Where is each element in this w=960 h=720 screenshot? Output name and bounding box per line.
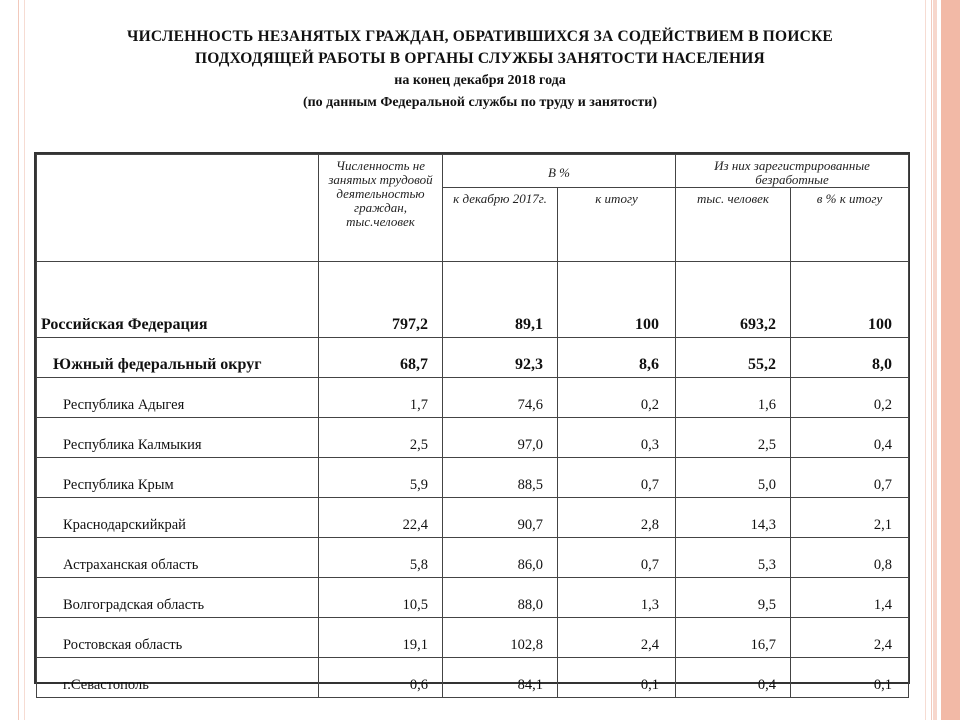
header-reg-thousand: тыс. человек [676,188,791,262]
reg-pct-value: 2,4 [791,618,909,658]
count-value: 5,8 [319,538,443,578]
reg-pct-value: 2,1 [791,498,909,538]
pct-total-value: 100 [558,262,676,338]
decorative-bar-thin [933,0,937,720]
reg-thousand-value: 1,6 [676,378,791,418]
pct-total-value: 8,6 [558,338,676,378]
table-row [37,538,909,578]
reg-pct-value: 0,7 [791,458,909,498]
region-name: Российская Федерация [37,262,319,338]
count-value: 797,2 [319,262,443,338]
table-row [37,458,909,498]
pct-dec2017-value: 90,7 [443,498,558,538]
title-line-4: (по данным Федеральной службы по труду и занятости) [302,95,658,110]
count-value: 1,7 [319,378,443,418]
pct-total-value: 2,8 [558,498,676,538]
pct-dec2017-value: 74,6 [443,378,558,418]
table-row [37,378,909,418]
count-value: 19,1 [319,618,443,658]
region-name: Республика Адыгея [37,378,319,418]
header-region [37,155,319,262]
region-name: Волгоградская область [37,578,319,618]
header-pct-total: к итогу [558,188,676,262]
title-line-1: ЧИСЛЕННОСТЬ НЕЗАНЯТЫХ ГРАЖДАН, ОБРАТИВШИХСЯ ЗА СОДЕЙСТВИЕМ В ПОИСКЕ [127,28,833,45]
table-row [37,338,909,378]
pct-dec2017-value: 97,0 [443,418,558,458]
header-reg-pct-total: в % к итогу [791,188,909,262]
reg-pct-value: 100 [791,262,909,338]
reg-thousand-value: 14,3 [676,498,791,538]
count-value: 0,6 [319,658,443,698]
pct-dec2017-value: 84,1 [443,658,558,698]
reg-pct-value: 0,2 [791,378,909,418]
reg-thousand-value: 55,2 [676,338,791,378]
decorative-bar-wide [941,0,960,720]
pct-dec2017-value: 86,0 [443,538,558,578]
region-name: Ростовская область [37,618,319,658]
pct-total-value: 0,7 [558,538,676,578]
table-row [37,578,909,618]
pct-total-value: 0,1 [558,658,676,698]
reg-thousand-value: 5,3 [676,538,791,578]
pct-total-value: 2,4 [558,618,676,658]
region-name: Краснодарскийкрай [37,498,319,538]
pct-total-value: 0,2 [558,378,676,418]
count-value: 5,9 [319,458,443,498]
pct-dec2017-value: 88,5 [443,458,558,498]
reg-thousand-value: 0,4 [676,658,791,698]
table-row [37,658,909,698]
reg-pct-value: 0,1 [791,658,909,698]
header-pct-dec2017: к декабрю 2017г. [443,188,558,262]
document-heading [100,26,860,114]
header-percent-group: В % [443,155,676,188]
pct-dec2017-value: 92,3 [443,338,558,378]
table-row [37,618,909,658]
region-name: Южный федеральный округ [37,338,319,378]
title-line-2: ПОДХОДЯЩЕЙ РАБОТЫ В ОРГАНЫ СЛУЖБЫ ЗАНЯТОСТИ НАСЕЛЕНИЯ [195,50,765,67]
reg-pct-value: 0,4 [791,418,909,458]
reg-thousand-value: 9,5 [676,578,791,618]
table-row [37,262,909,338]
header-of-them-group: Из них зарегистрированные безработные [676,155,909,188]
pct-dec2017-value: 89,1 [443,262,558,338]
unemployment-table-container [34,152,910,693]
title-line-3: на конец декабря 2018 года [394,73,566,88]
pct-total-value: 0,7 [558,458,676,498]
pct-dec2017-value: 88,0 [443,578,558,618]
pct-dec2017-value: 102,8 [443,618,558,658]
pct-total-value: 0,3 [558,418,676,458]
count-value: 22,4 [319,498,443,538]
region-name: Республика Калмыкия [37,418,319,458]
header-count: Численность не занятых трудовой деятельностью граждан, тыс.человек [319,155,443,262]
reg-pct-value: 0,8 [791,538,909,578]
unemployment-table [36,154,909,698]
count-value: 10,5 [319,578,443,618]
table-row [37,418,909,458]
count-value: 68,7 [319,338,443,378]
reg-thousand-value: 16,7 [676,618,791,658]
pct-total-value: 1,3 [558,578,676,618]
reg-thousand-value: 5,0 [676,458,791,498]
reg-thousand-value: 2,5 [676,418,791,458]
reg-pct-value: 8,0 [791,338,909,378]
region-name: Астраханская область [37,538,319,578]
reg-pct-value: 1,4 [791,578,909,618]
table-row [37,498,909,538]
region-name: Республика Крым [37,458,319,498]
count-value: 2,5 [319,418,443,458]
region-name: г.Севастополь [37,658,319,698]
reg-thousand-value: 693,2 [676,262,791,338]
